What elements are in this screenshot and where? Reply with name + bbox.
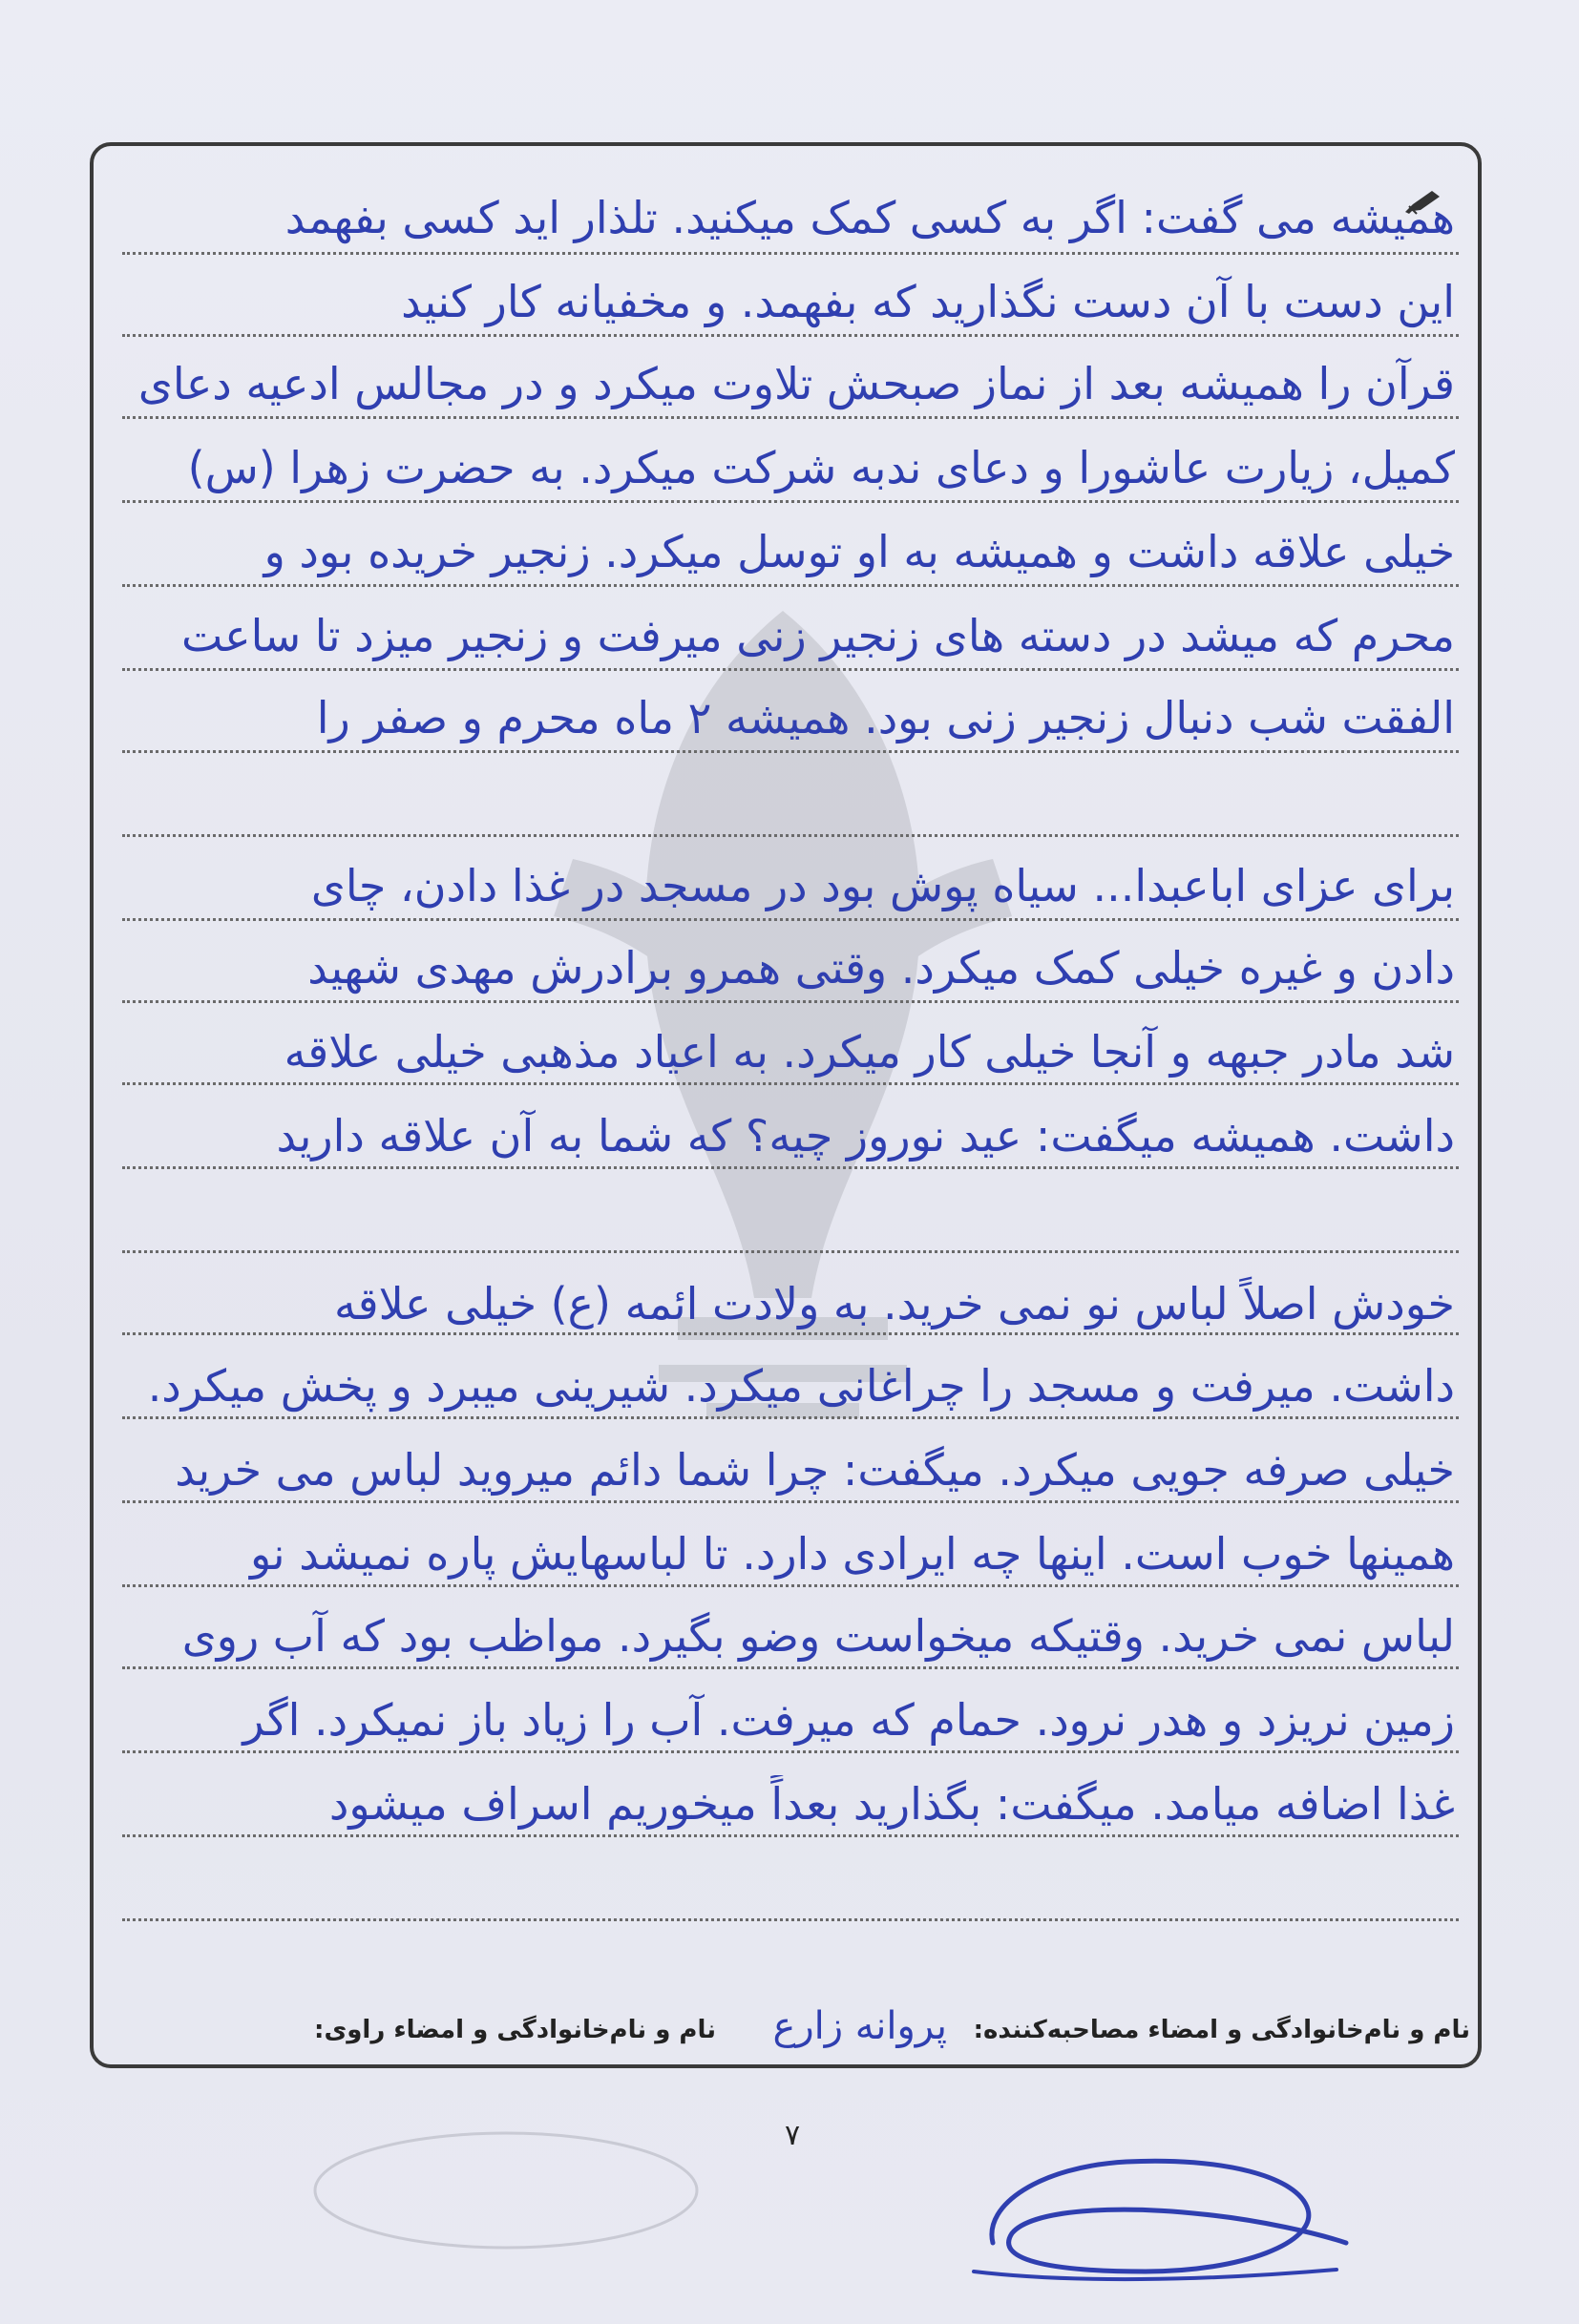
handwritten-line: غذا اضافه میامد. میگفت: بگذارید بعداً میخوریم اسراف میشود: [328, 1778, 1455, 1830]
page-number: ۷: [784, 2119, 801, 2152]
ruled-line: [122, 1500, 1459, 1503]
interviewer-name: پروانه زارع: [772, 2004, 947, 2048]
signature-icon: [955, 2128, 1356, 2291]
ruled-line: [122, 1250, 1459, 1253]
ruled-line: [122, 750, 1459, 753]
handwritten-line: برای عزای اباعبدا... سیاه پوش بود در مسجد در غذا دادن، چای: [310, 860, 1455, 911]
narrator-label: نام و نام‌خانوادگی و امضاء راوی:: [314, 2016, 716, 2044]
stamp-ghost-icon: [305, 2119, 706, 2262]
handwritten-line: قرآن را همیشه بعد از نماز صبحش تلاوت میکرد و در مجالس ادعیه دعای: [137, 358, 1455, 409]
handwritten-line: دادن و غیره خیلی کمک میکرد. وقتی همرو برادرش مهدی شهید: [307, 942, 1455, 994]
handwritten-line: همینها خوب است. اینها چه ایرادی دارد. تا لباسهایش پاره نمیشد نو: [250, 1528, 1455, 1580]
handwritten-line: الفقت شب دنبال زنجیر زنی بود. همیشه ۲ ماه محرم و صفر را: [316, 692, 1455, 743]
ruled-line: [122, 416, 1459, 419]
ruled-line: [122, 668, 1459, 671]
handwritten-line: داشت. میرفت و مسجد را چراغانی میکرد. شیرینی میبرد و پخش میکرد.: [147, 1360, 1455, 1412]
handwritten-line: خیلی علاقه داشت و همیشه به او توسل میکرد. زنجیر خریده بود و: [263, 526, 1455, 577]
handwritten-line: زمین نریزد و هدر نرود. حمام که میرفت. آب را زیاد باز نمیکرد. اگر: [242, 1694, 1455, 1746]
ruled-line: [122, 1166, 1459, 1169]
ruled-line: [122, 1000, 1459, 1003]
handwritten-line: لباس نمی خرید. وقتیکه میخواست وضو بگیرد. مواظب بود که آب روی: [181, 1610, 1455, 1662]
ruled-line: [122, 1332, 1459, 1335]
ruled-line: [122, 918, 1459, 921]
handwritten-line: این دست با آن دست نگذارید که بفهمد. و مخفیانه کار کنید: [401, 276, 1455, 327]
ruled-line: [122, 1666, 1459, 1669]
handwritten-line: شد مادر جبهه و آنجا خیلی کار میکرد. به اعیاد مذهبی خیلی علاقه: [284, 1026, 1455, 1078]
ruled-line: [122, 500, 1459, 503]
ruled-line: [122, 1416, 1459, 1419]
handwritten-line: محرم که میشد در دسته های زنجیر زنی میرفت و زنجیر میزد تا ساعت: [180, 610, 1455, 661]
signature-footer: [115, 2004, 1470, 2052]
ruled-line: [122, 1750, 1459, 1753]
handwritten-line: همیشه می گفت: اگر به کسی کمک میکنید. تلذار اید کسی بفهمد: [284, 192, 1455, 243]
ruled-line: [122, 1584, 1459, 1587]
interviewer-label: نام و نام‌خانوادگی و امضاء مصاحبه‌کننده:: [973, 2016, 1470, 2044]
ruled-line: [122, 584, 1459, 587]
ruled-line: [122, 1082, 1459, 1085]
handwritten-line: خیلی صرفه جویی میکرد. میگفت: چرا شما دائم میروید لباس می خرید: [175, 1444, 1455, 1496]
ruled-line: [122, 252, 1459, 255]
ruled-line: [122, 1834, 1459, 1837]
ruled-line: [122, 834, 1459, 837]
ruled-line: [122, 1918, 1459, 1921]
handwritten-line: داشت. همیشه میگفت: عید نوروز چیه؟ که شما به آن علاقه دارید: [276, 1110, 1455, 1162]
handwritten-line: خودش اصلاً لباس نو نمی خرید. به ولادت ائمه (ع) خیلی علاقه: [333, 1278, 1455, 1329]
ruled-line: [122, 334, 1459, 337]
handwritten-line: کمیل، زیارت عاشورا و دعای ندبه شرکت میکرد. به حضرت زهرا (س): [187, 442, 1455, 493]
